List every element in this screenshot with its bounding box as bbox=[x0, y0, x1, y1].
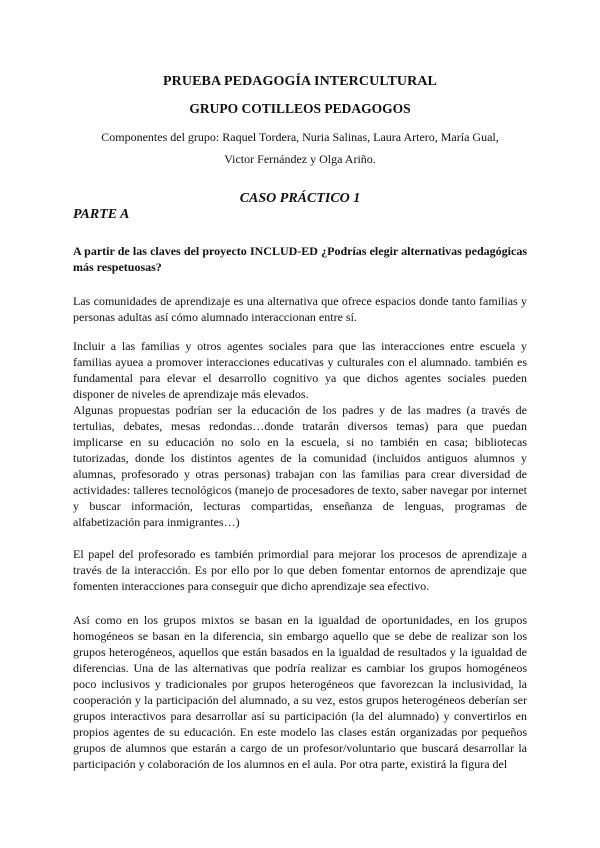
members-line-2: Victor Fernández y Olga Ariño. bbox=[224, 152, 376, 166]
group-name: GRUPO COTILLEOS PEDAGOGOS bbox=[189, 101, 411, 116]
paragraph-4: Así como en los grupos mixtos se basan en la igualdad de oportunidades, en los grupos homogéneos se basan en la diferencia, sin embargo aquello que se debe de realizar son los grupos heterogéneos, aquellos que están basados en la igualdad de resultados y la igualdad de diferencias. Una de las alternativas que podría realizar es cambiar los grupos homogéneos poco inclusivos y tradicionales por grupos heterogéneos que favorezcan la inclusividad, la cooperación y la participación del alumnado, a su vez, estos grupos heterogéneos deberían ser grupos interactivos para desarrollar así su participación (la del alumnado) y convertirlos en propios agentes de su educación. En este modelo las clases están organizadas por pequeños grupos de alumnos que estarán a cargo de un profesor/voluntario que buscará desarrollar la participación y colaboración de los alumnos en el aula. Por otra parte, existirá la figura del bbox=[73, 613, 527, 771]
case-title: CASO PRÁCTICO 1 bbox=[239, 191, 361, 206]
question-heading: A partir de las claves del proyecto INCLUD-ED ¿Podrías elegir alternativas pedagógicas más respetuosas? bbox=[73, 244, 527, 274]
part-title: PARTE A bbox=[73, 207, 130, 222]
paragraph-1: Las comunidades de aprendizaje es una alternativa que ofrece espacios donde tanto familias y personas adultas así cómo alumnado interaccionan entre sí. bbox=[73, 294, 527, 324]
paragraph-3: El papel del profesorado es también primordial para mejorar los procesos de aprendizaje a través de la interacción. Es por ello por lo que deben fomentar entornos de aprendizaje que fomenten interacciones para conseguir que dicho aprendizaje sea efectivo. bbox=[73, 547, 527, 593]
members-line-1: Componentes del grupo: Raquel Tordera, Nuria Salinas, Laura Artero, María Gual, bbox=[101, 130, 499, 144]
document-title: PRUEBA PEDAGOGÍA INTERCULTURAL bbox=[163, 74, 437, 89]
paragraph-2: Incluir a las familias y otros agentes sociales para que las interacciones entre escuela y familias ayuea a promover interacciones educativas y culturales con el alumnado. también es fundamental para elevar el desarrollo cognitivo ya que dichos agentes sociales pueden disponer de niveles de aprendizaje más elevados. Algunas propuestas podrían ser la educación de los padres y de las madres (a través de tertulias, debates, mesas redondas…donde tratarán diversos temas) para que puedan implicarse en su educación no solo en la escuela, si no también en casa; bibliotecas tutorizadas, donde los distintos agentes de la comunidad (incluidos antiguos alumnos y alumnas, profesorado y otras personas) trabajan con las familias para crear diversidad de actividades: talleres tecnológicos (manejo de procesadores de texto, saber navegar por internet y buscar información, lecturas compartidas, enseñanza de lenguas, programas de alfabetización para inmigrantes…) bbox=[73, 339, 527, 529]
group-members bbox=[0, 126, 600, 170]
